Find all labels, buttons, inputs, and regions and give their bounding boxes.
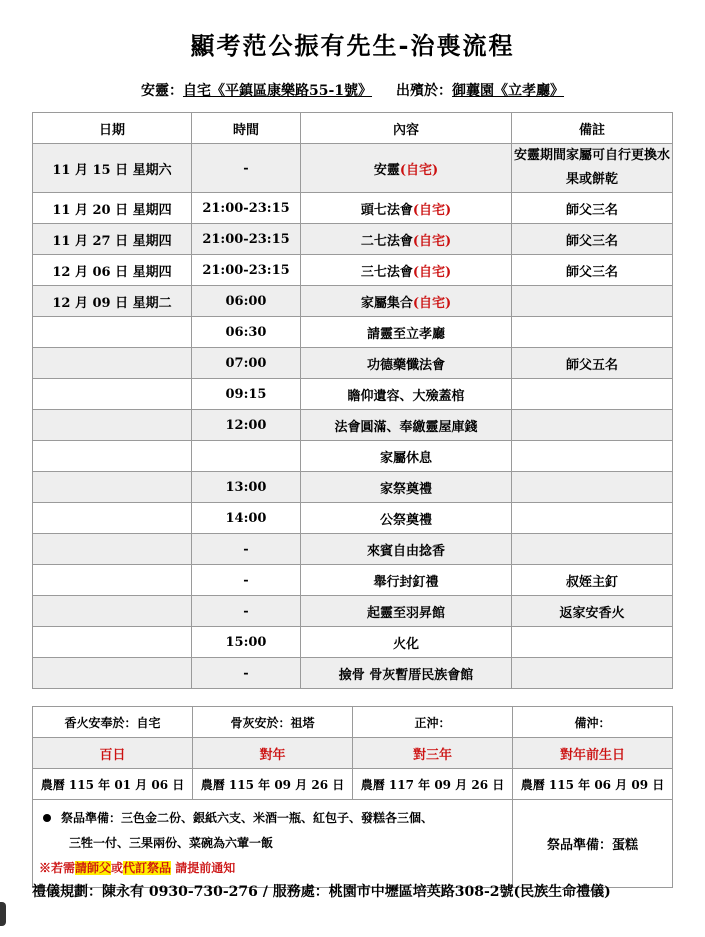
table-row bbox=[33, 658, 673, 689]
row-time: - bbox=[192, 144, 301, 193]
warn-a: ※若需 bbox=[39, 861, 76, 875]
row-note bbox=[512, 627, 673, 658]
table-row bbox=[33, 286, 673, 317]
row-time bbox=[192, 441, 301, 472]
row-content bbox=[301, 627, 512, 658]
bullet-icon bbox=[43, 814, 51, 822]
row-date: 12 月 09 日 星期二 bbox=[33, 286, 192, 317]
row-time: - bbox=[192, 534, 301, 565]
header-content: 內容 bbox=[301, 113, 512, 144]
row-content bbox=[301, 596, 512, 627]
row-time: - bbox=[192, 565, 301, 596]
row-content bbox=[301, 410, 512, 441]
row-date: 11 月 20 日 星期四 bbox=[33, 193, 192, 224]
row-time: 21:00-23:15 bbox=[192, 193, 301, 224]
venue-info bbox=[0, 80, 705, 100]
offerings-note bbox=[33, 800, 513, 888]
content-text: 瞻仰遺容、大殮蓋棺 bbox=[347, 388, 465, 404]
content-text: 家祭奠禮 bbox=[379, 481, 432, 497]
row-content bbox=[301, 286, 512, 317]
content-text: 安靈 bbox=[373, 162, 400, 178]
info-row bbox=[33, 707, 673, 738]
content-text: 火化 bbox=[392, 636, 419, 652]
content-text: 撿骨 骨灰暫厝民族會館 bbox=[338, 667, 474, 683]
row-date: 11 月 15 日 星期六 bbox=[33, 144, 192, 193]
warn-c: 或 bbox=[111, 861, 124, 875]
table-row bbox=[33, 534, 673, 565]
content-text: 公祭奠禮 bbox=[379, 512, 432, 528]
table-row bbox=[33, 410, 673, 441]
row-date bbox=[33, 596, 192, 627]
content-place: (自宅) bbox=[412, 233, 452, 249]
row-content bbox=[301, 144, 512, 193]
row-date: 12 月 06 日 星期四 bbox=[33, 255, 192, 286]
table-row bbox=[33, 255, 673, 286]
row-time: - bbox=[192, 658, 301, 689]
table-row bbox=[33, 472, 673, 503]
row-date bbox=[33, 503, 192, 534]
offerings-right: 祭品準備：蛋糕 bbox=[513, 800, 673, 888]
memorial-header: 百日 bbox=[33, 738, 193, 769]
content-text: 三七法會 bbox=[360, 264, 413, 280]
row-content bbox=[301, 534, 512, 565]
offerings-line2: 三牲一付、三果兩份、菜碗為六葷一飯 bbox=[69, 836, 274, 850]
row-date bbox=[33, 534, 192, 565]
warn-b: 請師父 bbox=[75, 861, 112, 875]
row-time: 09:15 bbox=[192, 379, 301, 410]
table-header-row bbox=[33, 113, 673, 144]
row-note: 師父三名 bbox=[512, 193, 673, 224]
row-time: 21:00-23:15 bbox=[192, 224, 301, 255]
content-text: 請靈至立孝廳 bbox=[366, 326, 445, 342]
table-row bbox=[33, 441, 673, 472]
row-time: 21:00-23:15 bbox=[192, 255, 301, 286]
memorial-header: 對年 bbox=[193, 738, 353, 769]
warn-e: 請提前通知 bbox=[171, 861, 236, 875]
row-date bbox=[33, 317, 192, 348]
content-text: 功德藥懺法會 bbox=[366, 357, 445, 373]
memorial-date: 農曆 117 年 09 月 26 日 bbox=[353, 769, 513, 800]
row-note: 師父五名 bbox=[512, 348, 673, 379]
row-note bbox=[512, 441, 673, 472]
header-date: 日期 bbox=[33, 113, 192, 144]
row-time: - bbox=[192, 596, 301, 627]
row-content bbox=[301, 441, 512, 472]
bei-chong: 備沖： bbox=[513, 707, 673, 738]
content-place: (自宅) bbox=[412, 202, 452, 218]
row-date bbox=[33, 627, 192, 658]
content-place: (自宅) bbox=[412, 264, 452, 280]
row-time: 13:00 bbox=[192, 472, 301, 503]
row-note: 師父三名 bbox=[512, 224, 673, 255]
summary-table bbox=[32, 706, 673, 888]
memorial-date: 農曆 115 年 01 月 06 日 bbox=[33, 769, 193, 800]
table-row bbox=[33, 596, 673, 627]
row-date bbox=[33, 410, 192, 441]
memorial-date-row bbox=[33, 769, 673, 800]
table-row bbox=[33, 503, 673, 534]
warn-d: 代訂祭品 bbox=[123, 861, 172, 875]
content-text: 起靈至羽昇館 bbox=[366, 605, 445, 621]
row-content bbox=[301, 472, 512, 503]
incense-place: 香火安奉於：自宅 bbox=[33, 707, 193, 738]
row-note bbox=[512, 379, 673, 410]
offerings-line1: 祭品準備：三色金二份、銀紙六支、米酒一瓶、紅包子、發糕各三個、 bbox=[61, 811, 434, 825]
header-note: 備註 bbox=[512, 113, 673, 144]
table-row bbox=[33, 224, 673, 255]
zheng-chong: 正沖： bbox=[353, 707, 513, 738]
offerings-row bbox=[33, 800, 673, 888]
row-time: 15:00 bbox=[192, 627, 301, 658]
row-time: 12:00 bbox=[192, 410, 301, 441]
memorial-date: 農曆 115 年 09 月 26 日 bbox=[193, 769, 353, 800]
funeral-label: 出殯於： bbox=[396, 83, 453, 99]
row-date bbox=[33, 472, 192, 503]
row-date bbox=[33, 379, 192, 410]
row-date: 11 月 27 日 星期四 bbox=[33, 224, 192, 255]
table-row bbox=[33, 348, 673, 379]
row-note bbox=[512, 472, 673, 503]
content-place: (自宅) bbox=[412, 295, 452, 311]
content-text: 家屬休息 bbox=[379, 450, 432, 466]
footer-contact: 禮儀規劃：陳永有 0930-730-276 / 服務處：桃園市中壢區培英路308-2號(民族生命禮儀) bbox=[32, 884, 611, 900]
content-text: 舉行封釘禮 bbox=[373, 574, 439, 590]
row-note: 返家安香火 bbox=[512, 596, 673, 627]
content-text: 來賓自由捻香 bbox=[366, 543, 445, 559]
row-content bbox=[301, 565, 512, 596]
row-note: 安靈期間家屬可自行更換水果或餅乾 bbox=[512, 144, 673, 193]
row-note bbox=[512, 317, 673, 348]
memorial-date: 農曆 115 年 06 月 09 日 bbox=[513, 769, 673, 800]
row-note bbox=[512, 503, 673, 534]
row-date bbox=[33, 441, 192, 472]
row-time: 07:00 bbox=[192, 348, 301, 379]
settle-value: 自宅《平鎮區康樂路55-1號》 bbox=[182, 83, 373, 99]
table-row bbox=[33, 627, 673, 658]
settle-label: 安靈： bbox=[140, 83, 183, 99]
row-content bbox=[301, 224, 512, 255]
row-content bbox=[301, 379, 512, 410]
row-content bbox=[301, 658, 512, 689]
row-note: 師父三名 bbox=[512, 255, 673, 286]
row-note bbox=[512, 286, 673, 317]
row-time: 14:00 bbox=[192, 503, 301, 534]
memorial-header-row bbox=[33, 738, 673, 769]
table-row bbox=[33, 379, 673, 410]
header-time: 時間 bbox=[192, 113, 301, 144]
content-text: 頭七法會 bbox=[360, 202, 413, 218]
content-text: 家屬集合 bbox=[360, 295, 413, 311]
memorial-header: 對三年 bbox=[353, 738, 513, 769]
table-row bbox=[33, 565, 673, 596]
row-content bbox=[301, 255, 512, 286]
row-note: 叔姪主釘 bbox=[512, 565, 673, 596]
page-title: 顯考范公振有先生-治喪流程 bbox=[190, 31, 515, 60]
table-row bbox=[33, 193, 673, 224]
row-content bbox=[301, 503, 512, 534]
row-note bbox=[512, 410, 673, 441]
row-time: 06:30 bbox=[192, 317, 301, 348]
row-content bbox=[301, 193, 512, 224]
table-row bbox=[33, 317, 673, 348]
row-time: 06:00 bbox=[192, 286, 301, 317]
row-content bbox=[301, 348, 512, 379]
memorial-header: 對年前生日 bbox=[513, 738, 673, 769]
row-note bbox=[512, 658, 673, 689]
content-place: (自宅) bbox=[399, 162, 439, 178]
row-date bbox=[33, 658, 192, 689]
row-content bbox=[301, 317, 512, 348]
content-text: 二七法會 bbox=[360, 233, 413, 249]
schedule-table bbox=[32, 112, 673, 689]
content-text: 法會圓滿、奉繳靈屋庫錢 bbox=[334, 419, 478, 435]
table-row bbox=[33, 144, 673, 193]
funeral-value: 御蘘園《立孝廳》 bbox=[452, 83, 565, 99]
row-note bbox=[512, 534, 673, 565]
ash-place: 骨灰安於：祖塔 bbox=[193, 707, 353, 738]
row-date bbox=[33, 348, 192, 379]
edge-marker bbox=[0, 902, 6, 926]
row-date bbox=[33, 565, 192, 596]
